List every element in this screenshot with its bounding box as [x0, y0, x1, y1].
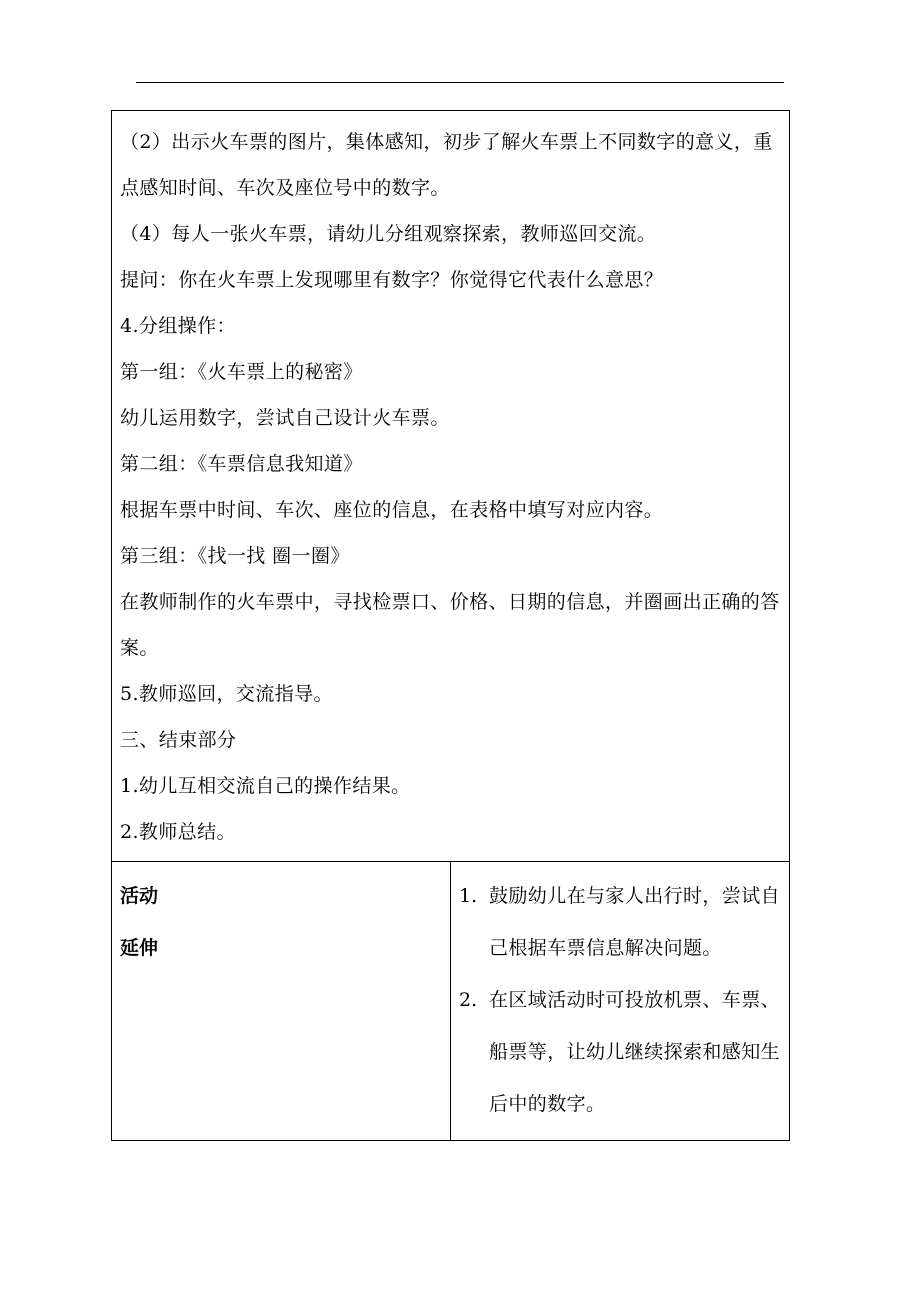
extension-row	[112, 862, 790, 1141]
process-cell	[112, 111, 790, 862]
content-line: 4.分组操作：	[120, 315, 236, 337]
extension-item	[459, 870, 781, 974]
extension-item	[459, 974, 781, 1130]
content-line: 根据车票中时间、车次、座位的信息，在表格中填写对应内容。	[120, 499, 664, 521]
extension-label-cell	[112, 862, 451, 1141]
content-line: 第一组：《火车票上的秘密》	[120, 361, 363, 383]
extension-item-number: 2.	[459, 989, 478, 1011]
header-rule	[136, 82, 784, 83]
extension-item-text: 鼓励幼儿在与家人出行时，尝试自己根据车票信息解决问题。	[489, 885, 781, 959]
extension-label: 活动延伸	[120, 885, 159, 959]
content-line: （2）出示火车票的图片，集体感知，初步了解火车票上不同数字的意义，重点感知时间、车次及座位号中的数字。	[120, 131, 773, 199]
content-line: 第三组：《找一找 圈一圈》	[120, 545, 350, 567]
content-line: 第二组：《车票信息我知道》	[120, 453, 363, 475]
extension-content-cell	[451, 862, 790, 1141]
extension-item-text: 在区域活动时可投放机票、车票、船票等，让幼儿继续探索和感知生后中的数字。	[489, 989, 781, 1115]
content-line: 1.幼儿互相交流自己的操作结果。	[120, 775, 411, 797]
content-line: 5.教师巡回，交流指导。	[120, 683, 333, 705]
extension-item-number: 1.	[459, 885, 478, 907]
content-line: 2.教师总结。	[120, 821, 236, 843]
content-line: 在教师制作的火车票中，寻找检票口、价格、日期的信息，并圈画出正确的答案。	[120, 591, 780, 659]
content-line: 提问：你在火车票上发现哪里有数字？你觉得它代表什么意思？	[120, 269, 664, 291]
content-line: 幼儿运用数字，尝试自己设计火车票。	[120, 407, 450, 429]
process-row	[112, 111, 790, 862]
lesson-plan-table	[111, 110, 790, 1141]
content-line: 三、结束部分	[120, 729, 237, 751]
content-line: （4）每人一张火车票，请幼儿分组观察探索，教师巡回交流。	[120, 223, 657, 245]
